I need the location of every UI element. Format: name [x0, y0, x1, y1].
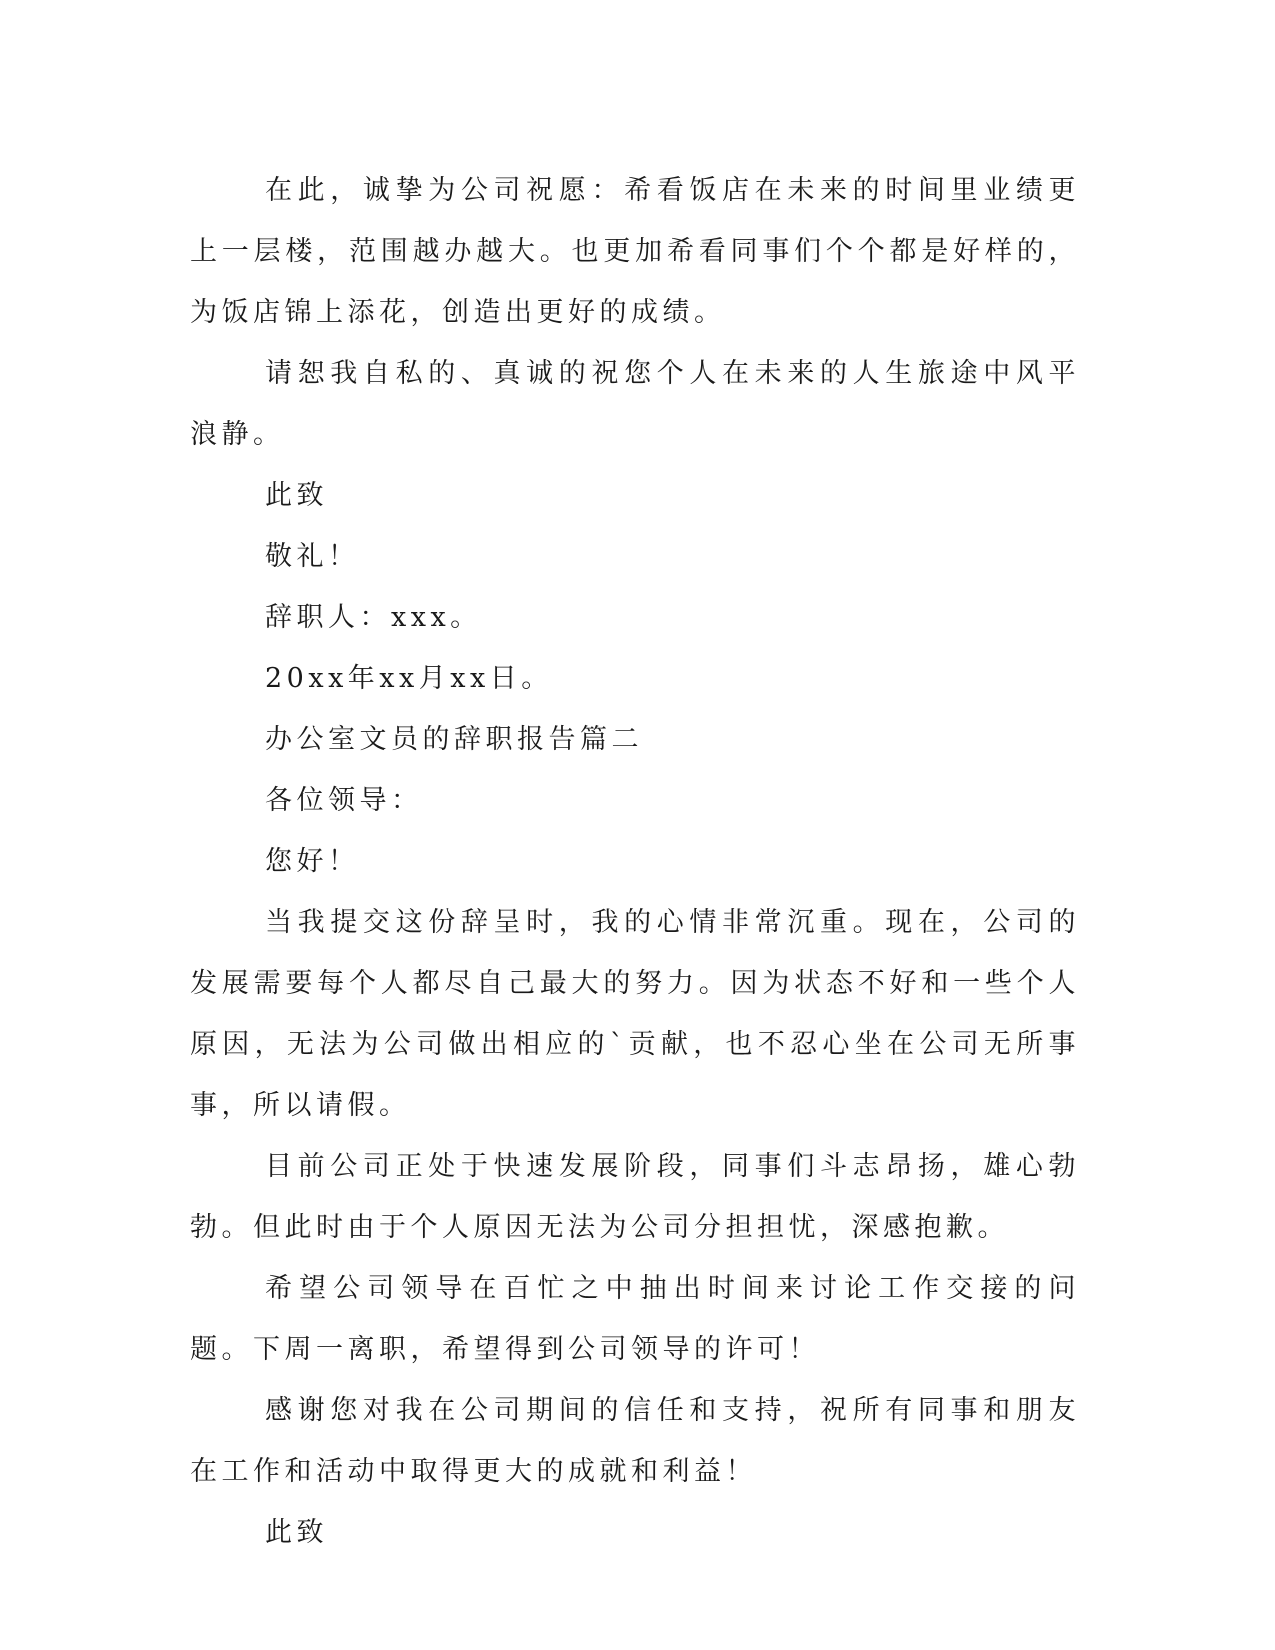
closing-cizhi-2: 此致	[265, 1517, 328, 1548]
salutation: 各位领导：	[265, 785, 423, 816]
section-title: 办公室文员的辞职报告篇二	[265, 724, 643, 755]
paragraph-reason: 当我提交这份辞呈时，我的心情非常沉重。现在，公司的发展需要每个人都尽自己最大的努力。因为状态不好和一些个人原因，无法为公司做出相应的`贡献，也不忍心坐在公司无所事事，所以请假。	[190, 907, 1080, 1121]
closing-jingli: 敬礼！	[265, 541, 360, 572]
paragraph-wishes-personal: 请恕我自私的、真诚的祝您个人在未来的人生旅途中风平浪静。	[190, 358, 1080, 450]
closing-cizhi: 此致	[265, 480, 328, 511]
signature-date: 20xx年xx月xx日。	[265, 663, 553, 694]
paragraph-handover: 希望公司领导在百忙之中抽出时间来讨论工作交接的问题。下周一离职，希望得到公司领导的许可！	[190, 1273, 1080, 1365]
greeting: 您好！	[265, 846, 360, 877]
document-body	[190, 160, 1080, 1563]
paragraph-thanks: 感谢您对我在公司期间的信任和支持，祝所有同事和朋友在工作和活动中取得更大的成就和利益！	[190, 1395, 1080, 1487]
paragraph-wishes-company: 在此，诚挚为公司祝愿：希看饭店在未来的时间里业绩更上一层楼，范围越办越大。也更加希看同事们个个都是好样的，为饭店锦上添花，创造出更好的成绩。	[190, 175, 1080, 328]
paragraph-apology: 目前公司正处于快速发展阶段，同事们斗志昂扬，雄心勃勃。但此时由于个人原因无法为公司分担担忧，深感抱歉。	[190, 1151, 1080, 1243]
signature-resigner: 辞职人：xxx。	[265, 602, 482, 633]
